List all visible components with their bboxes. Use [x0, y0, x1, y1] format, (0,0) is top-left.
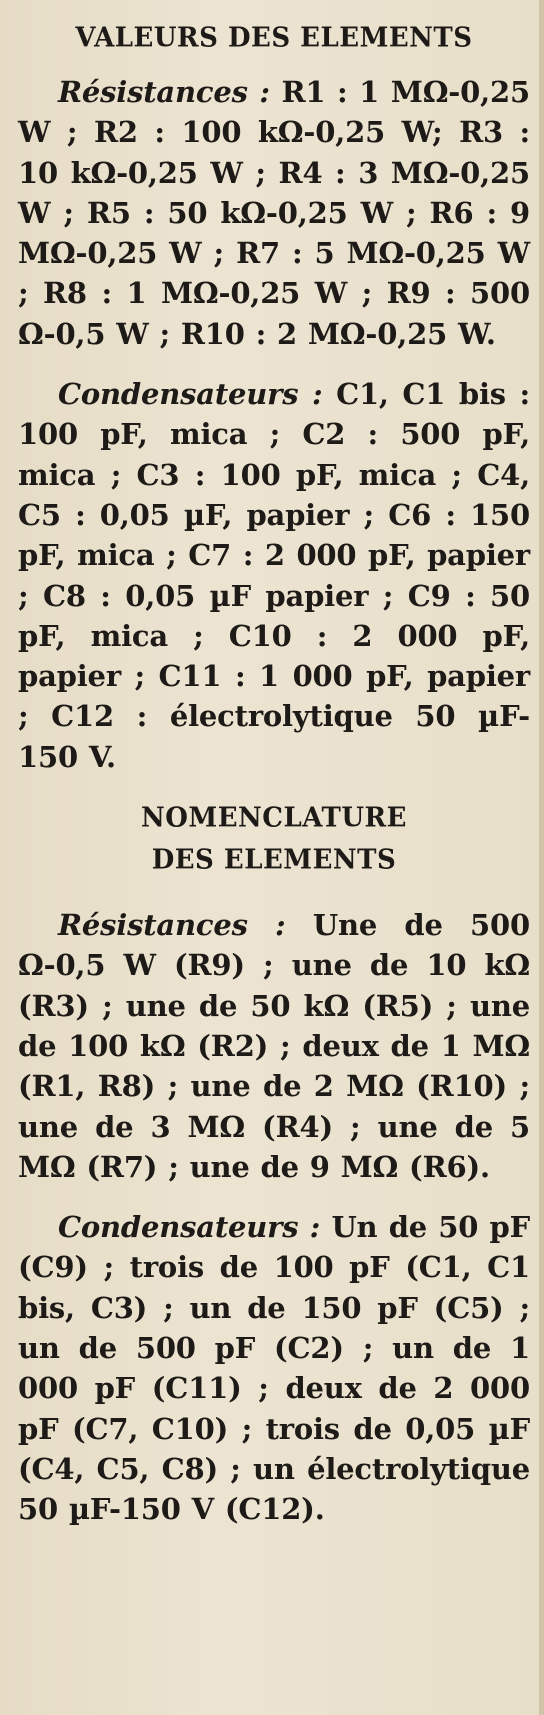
label-condensateurs: Condensateurs :	[58, 377, 323, 412]
text-nomenclature-condensateurs: Un de 50 pF (C9) ; trois de 100 pF (C1, C1 bis, C3) ; un de 150 pF (C5) ; un de 500 pF (C2) ; un de 1 000 pF (C11) ; deux de 2 000 pF (C7, C10) ; trois de 0,05 µF (C4, C5, C8) ; un électrolytique 50 µF-150 V (C12).	[18, 1210, 531, 1527]
label-condensateurs: Condensateurs :	[58, 1210, 321, 1245]
label-resistances: Résistances :	[58, 908, 286, 943]
heading-line-2: DES ELEMENTS	[151, 844, 397, 876]
page-edge	[539, 0, 544, 1715]
text-nomenclature-resistances: Une de 500 Ω-0,5 W (R9) ; une de 10 kΩ (R3) ; une de 50 kΩ (R5) ; une de 100 kΩ (R2) ; deux de 1 MΩ (R1, R8) ; une de 2 MΩ (R10) ; une de 3 MΩ (R4) ; une de 5 MΩ (R7) ; une de 9 MΩ (R6).	[18, 908, 530, 1184]
label-resistances: Résistances :	[58, 75, 270, 109]
text-valeurs-condensateurs: C1, C1 bis : 100 pF, mica ; C2 : 500 pF, mica ; C3 : 100 pF, mica ; C4, C5 : 0,05 µF, papier ; C6 : 150 pF, mica ; C7 : 2 000 pF, papier ; C8 : 0,05 µF papier ; C9 : 50 pF, mica ; C10 : 2 000 pF, papier ; C11 : 1 000 pF, papier ; C12 : électrolytique 50 µF-150 V.	[18, 377, 530, 774]
paragraph-nomenclature-condensateurs	[18, 1207, 530, 1529]
heading-line-1: NOMENCLATURE	[141, 802, 407, 834]
paragraph-nomenclature-resistances	[18, 905, 530, 1187]
section-heading-nomenclature	[18, 797, 530, 881]
section-heading-valeurs: VALEURS DES ELEMENTS	[75, 22, 473, 54]
paragraph-valeurs-resistances	[18, 72, 530, 354]
text-valeurs-resistances: R1 : 1 MΩ-0,25 W ; R2 : 100 kΩ-0,25 W; R3 : 10 kΩ-0,25 W ; R4 : 3 MΩ-0,25 W ; R5 : 50 kΩ-0,25 W ; R6 : 9 MΩ-0,25 W ; R7 : 5 MΩ-0,25 W ; R8 : 1 MΩ-0,25 W ; R9 : 500 Ω-0,5 W ; R10 : 2 MΩ-0,25 W.	[18, 75, 530, 351]
paragraph-valeurs-condensateurs	[18, 374, 530, 777]
